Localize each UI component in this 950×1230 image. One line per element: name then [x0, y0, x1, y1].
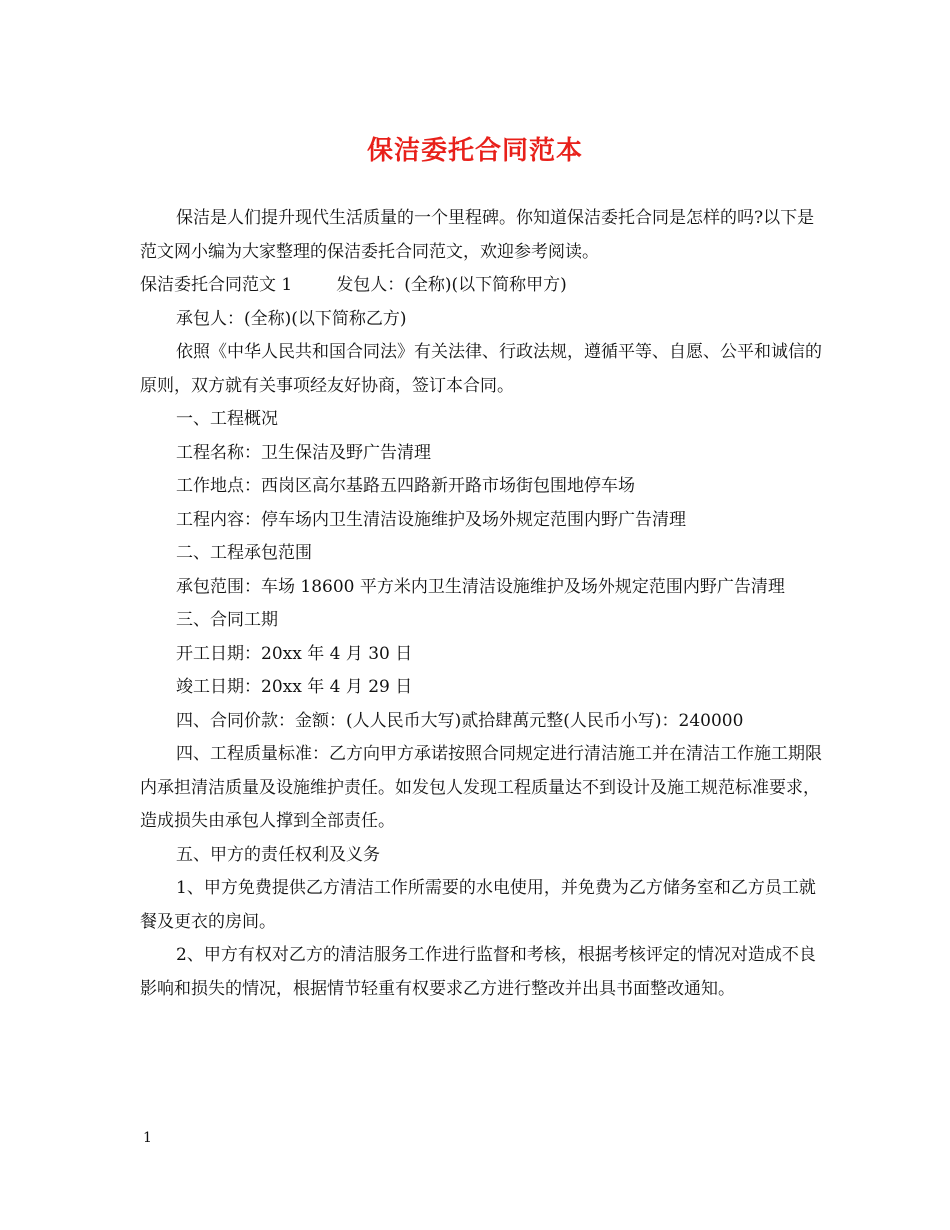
project-name-line: 工程名称：卫生保洁及野广告清理: [176, 442, 431, 463]
employer-line: 发包人：(全称)(以下简称甲方): [336, 275, 567, 295]
duty-item-2: 2、甲方有权对乙方的清洁服务工作进行监督和考核，根据考核评定的情况对造成不良影响和损失的情况，根据情节轻重有权要求乙方进行整改并出具书面整改通知。: [140, 945, 816, 999]
quality-standard-paragraph: 四、工程质量标准：乙方向甲方承诺按照合同规定进行清洁施工并在清洁工作施工期限内承担清洁质量及设施维护责任。如发包人发现工程质量达不到设计及施工规范标准要求，造成损失由承包人撑到全部责任。: [140, 744, 822, 831]
work-content-line: 工程内容：停车场内卫生清洁设施维护及场外规定范围内野广告清理: [176, 509, 686, 530]
duty-item-1: 1、甲方免费提供乙方清洁工作所需要的水电使用，并免费为乙方储务室和乙方员工就餐及更衣的房间。: [140, 878, 816, 932]
section-heading-project-overview: 一、工程概况: [176, 409, 278, 429]
section-heading-party-a-duties: 五、甲方的责任权利及义务: [176, 844, 380, 865]
contractor-line: 承包人：(全称)(以下简称乙方): [176, 308, 407, 329]
document-title: 保洁委托合同范本: [366, 136, 583, 166]
principle-paragraph: 依照《中华人民共和国合同法》有关法律、行政法规，遵循平等、自愿、公平和诚信的原则，双方就有关事项经友好协商，签订本合同。: [140, 342, 822, 396]
section-heading-scope: 二、工程承包范围: [176, 543, 312, 563]
start-date-line: 开工日期：20xx 年 4 月 30 日: [176, 643, 413, 664]
section-heading-period: 三、合同工期: [176, 610, 278, 630]
page-number: 1: [143, 1130, 152, 1146]
document-body: [140, 202, 830, 1006]
work-location-line: 工作地点：西岗区高尔基路五四路新开路市场街包围地停车场: [176, 476, 635, 496]
contract-price-line: 四、合同价款：金额：(人人民币大写)贰拾肆萬元整(人民币小写)：240000: [176, 710, 744, 731]
completion-date-line: 竣工日期：20xx 年 4 月 29 日: [176, 677, 413, 697]
sample-label: 保洁委托合同范文 1: [140, 275, 293, 295]
scope-paragraph: 承包范围：车场 18600 平方米内卫生清洁设施维护及场外规定范围内野广告清理: [176, 576, 785, 597]
sample-heading-line: [140, 269, 830, 303]
intro-paragraph: 保洁是人们提升现代生活质量的一个里程碑。你知道保洁委托合同是怎样的吗?以下是范文网小编为大家整理的保洁委托合同范文，欢迎参考阅读。: [140, 208, 815, 262]
